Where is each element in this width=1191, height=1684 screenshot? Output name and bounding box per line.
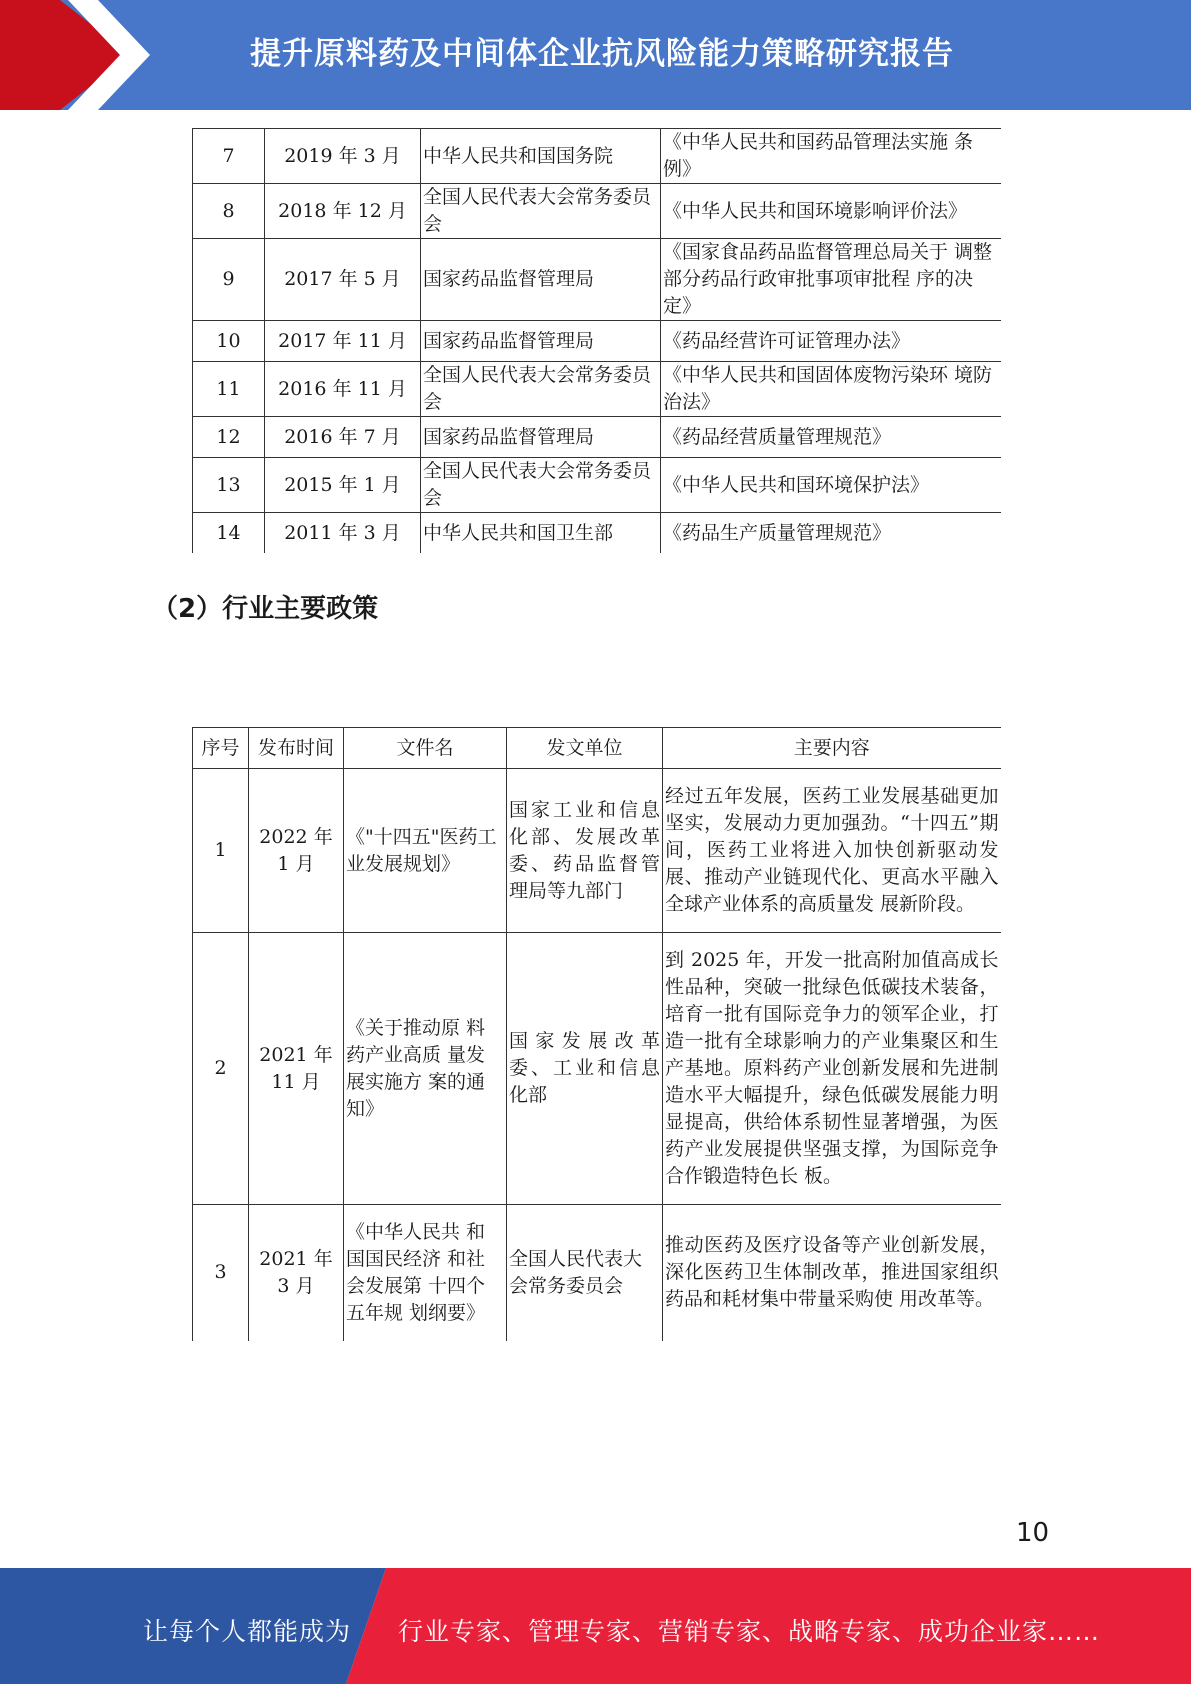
table-row	[193, 458, 1001, 513]
row-org: 中华人民共和国国务院	[421, 129, 661, 184]
column-header-doc: 文件名	[344, 728, 507, 769]
row-doc: 《中华人民共 和国国民经济 和社会发展第 十四个五年规 划纲要》	[344, 1205, 507, 1341]
footer-banner	[0, 1568, 1191, 1684]
table-row	[193, 129, 1001, 184]
row-date: 2022 年 1 月	[249, 769, 344, 933]
row-number: 2	[193, 933, 249, 1205]
row-org: 全国人民代表大会常务委员会	[421, 184, 661, 239]
row-number: 3	[193, 1205, 249, 1341]
row-org: 中华人民共和国卫生部	[421, 513, 661, 554]
row-doc: 《药品生产质量管理规范》	[661, 513, 1001, 554]
row-date: 2016 年 7 月	[265, 417, 421, 458]
row-doc: 《药品经营许可证管理办法》	[661, 321, 1001, 362]
column-header-org: 发文单位	[507, 728, 663, 769]
row-number: 8	[193, 184, 265, 239]
page-number: 10	[1016, 1518, 1050, 1548]
row-org: 国家药品监督管理局	[421, 417, 661, 458]
row-doc: 《"十四五"医药工业发展规划》	[344, 769, 507, 933]
table-row	[193, 362, 1001, 417]
row-doc: 《中华人民共和国环境保护法》	[661, 458, 1001, 513]
row-content: 推动医药及医疗设备等产业创新发展，深化医药卫生体制改革，推进国家组织药品和耗材集中带量采购使 用改革等。	[663, 1205, 1001, 1341]
row-number: 12	[193, 417, 265, 458]
row-number: 10	[193, 321, 265, 362]
row-date: 2018 年 12 月	[265, 184, 421, 239]
table-row	[193, 1205, 1001, 1341]
policies-table	[192, 727, 1001, 1341]
footer-slogan-left: 让每个人都能成为	[143, 1617, 352, 1646]
row-content: 到 2025 年，开发一批高附加值高成长性品种，突破一批绿色低碳技术装备，培育一批有国际竞争力的领军企业，打造一批有全球影响力的产业集聚区和生产基地。原料药产业创新发展和先进制造水平大幅提升，绿色低碳发展能力明显提高，供给体系韧性显著增强，为医药产业发展提供坚强支撑，为国际竞争合作锻造特色长 板。	[663, 933, 1001, 1205]
section-heading: （2）行业主要政策	[152, 594, 379, 624]
table-row	[193, 417, 1001, 458]
row-org: 国家工业和信息化部、发展改革委、药品监督管理局等九部门	[507, 769, 663, 933]
row-date: 2011 年 3 月	[265, 513, 421, 554]
row-doc: 《中华人民共和国固体废物污染环 境防治法》	[661, 362, 1001, 417]
row-doc: 《中华人民共和国环境影响评价法》	[661, 184, 1001, 239]
row-number: 9	[193, 239, 265, 321]
row-number: 7	[193, 129, 265, 184]
column-header-date: 发布时间	[249, 728, 344, 769]
table-header-row	[193, 728, 1001, 769]
row-org: 全国人民代表大会常务委员会	[421, 362, 661, 417]
row-date: 2021 年 11 月	[249, 933, 344, 1205]
report-title: 提升原料药及中间体企业抗风险能力策略研究报告	[250, 36, 954, 72]
column-header-number: 序号	[193, 728, 249, 769]
table-row	[193, 239, 1001, 321]
row-date: 2017 年 11 月	[265, 321, 421, 362]
row-org: 国家药品监督管理局	[421, 239, 661, 321]
row-doc: 《药品经营质量管理规范》	[661, 417, 1001, 458]
row-number: 1	[193, 769, 249, 933]
column-header-content: 主要内容	[663, 728, 1001, 769]
row-number: 11	[193, 362, 265, 417]
row-org: 国家发展改革委、工业和信息化部	[507, 933, 663, 1205]
row-org: 全国人民代表大会常务委员会	[507, 1205, 663, 1341]
row-doc: 《中华人民共和国药品管理法实施 条例》	[661, 129, 1001, 184]
table-row	[193, 513, 1001, 554]
table-row	[193, 321, 1001, 362]
table-row	[193, 933, 1001, 1205]
row-date: 2016 年 11 月	[265, 362, 421, 417]
row-date: 2021 年 3 月	[249, 1205, 344, 1341]
row-doc: 《关于推动原 料药产业高质 量发展实施方 案的通知》	[344, 933, 507, 1205]
row-number: 13	[193, 458, 265, 513]
footer-slogan-right: 行业专家、管理专家、营销专家、战略专家、成功企业家……	[398, 1617, 1101, 1646]
row-org: 国家药品监督管理局	[421, 321, 661, 362]
row-date: 2019 年 3 月	[265, 129, 421, 184]
regulations-table	[192, 128, 1001, 553]
table-row	[193, 184, 1001, 239]
row-date: 2015 年 1 月	[265, 458, 421, 513]
row-number: 14	[193, 513, 265, 554]
row-doc: 《国家食品药品监督管理总局关于 调整部分药品行政审批事项审批程 序的决定》	[661, 239, 1001, 321]
header-banner	[0, 0, 1191, 110]
table-row	[193, 769, 1001, 933]
row-date: 2017 年 5 月	[265, 239, 421, 321]
row-content: 经过五年发展，医药工业发展基础更加坚实，发展动力更加强劲。“十四五”期间，医药工业将进入加快创新驱动发展、推动产业链现代化、更高水平融入全球产业体系的高质量发 展新阶段。	[663, 769, 1001, 933]
row-org: 全国人民代表大会常务委员会	[421, 458, 661, 513]
